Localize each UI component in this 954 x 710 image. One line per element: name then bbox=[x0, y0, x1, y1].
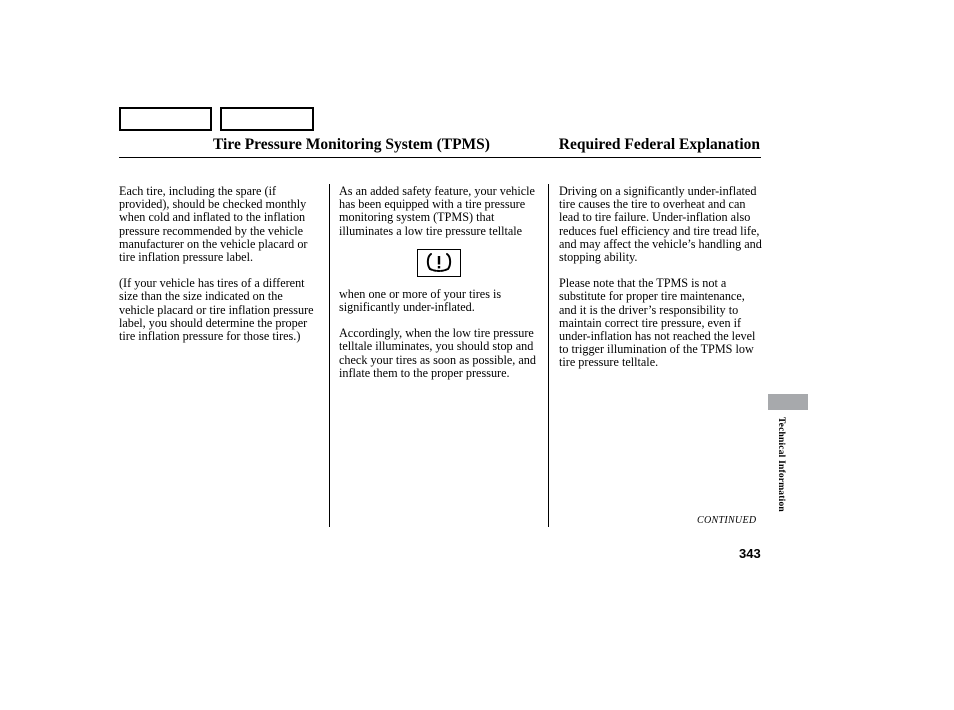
low-tire-pressure-icon bbox=[417, 249, 461, 277]
page-title: Tire Pressure Monitoring System (TPMS) bbox=[213, 136, 490, 153]
page-number: 343 bbox=[739, 546, 761, 561]
section-tab-label: Technical Information bbox=[776, 417, 786, 512]
text-column-2 bbox=[339, 185, 543, 393]
paragraph: Each tire, including the spare (if provided), should be checked monthly when cold and inflated to the inflation pressure recommended by the vehicle manufacturer on the vehicle placard or tire inflation pressure label. bbox=[119, 184, 308, 265]
paragraph: Accordingly, when the low tire pressure telltale illuminates, you should stop and check your tires as soon as possible, and inflate them to the proper pressure. bbox=[339, 326, 536, 380]
nav-box-previous[interactable] bbox=[119, 107, 212, 131]
nav-box-next[interactable] bbox=[220, 107, 314, 131]
text-column-1 bbox=[119, 185, 319, 356]
column-divider bbox=[548, 184, 549, 527]
continued-note: CONTINUED bbox=[697, 515, 757, 526]
paragraph: Driving on a significantly under-inflated tire causes the tire to overheat and can lead to tire failure. Under-inflation also reduces fuel efficiency and tire tread life, and may affect the vehicle’s handling and stopping ability. bbox=[559, 184, 762, 265]
page-header bbox=[119, 134, 761, 158]
page-subtitle: Required Federal Explanation bbox=[558, 136, 760, 153]
section-tab bbox=[768, 394, 808, 410]
paragraph: As an added safety feature, your vehicle has been equipped with a tire pressure monitoring system (TPMS) that illuminates a low tire pressure telltale bbox=[339, 184, 535, 238]
paragraph: (If your vehicle has tires of a different size than the size indicated on the vehicle placard or tire inflation pressure label, you should determine the proper tire inflation pressure for those tires.) bbox=[119, 276, 314, 344]
paragraph: Please note that the TPMS is not a substitute for proper tire maintenance, and it is the driver’s responsibility to maintain correct tire pressure, even if under-inflation has not reached the level to trigger illumination of the TPMS low tire pressure telltale. bbox=[559, 276, 756, 370]
column-divider bbox=[329, 184, 330, 527]
paragraph: when one or more of your tires is significantly under-inflated. bbox=[339, 286, 502, 315]
text-column-3 bbox=[559, 185, 763, 383]
